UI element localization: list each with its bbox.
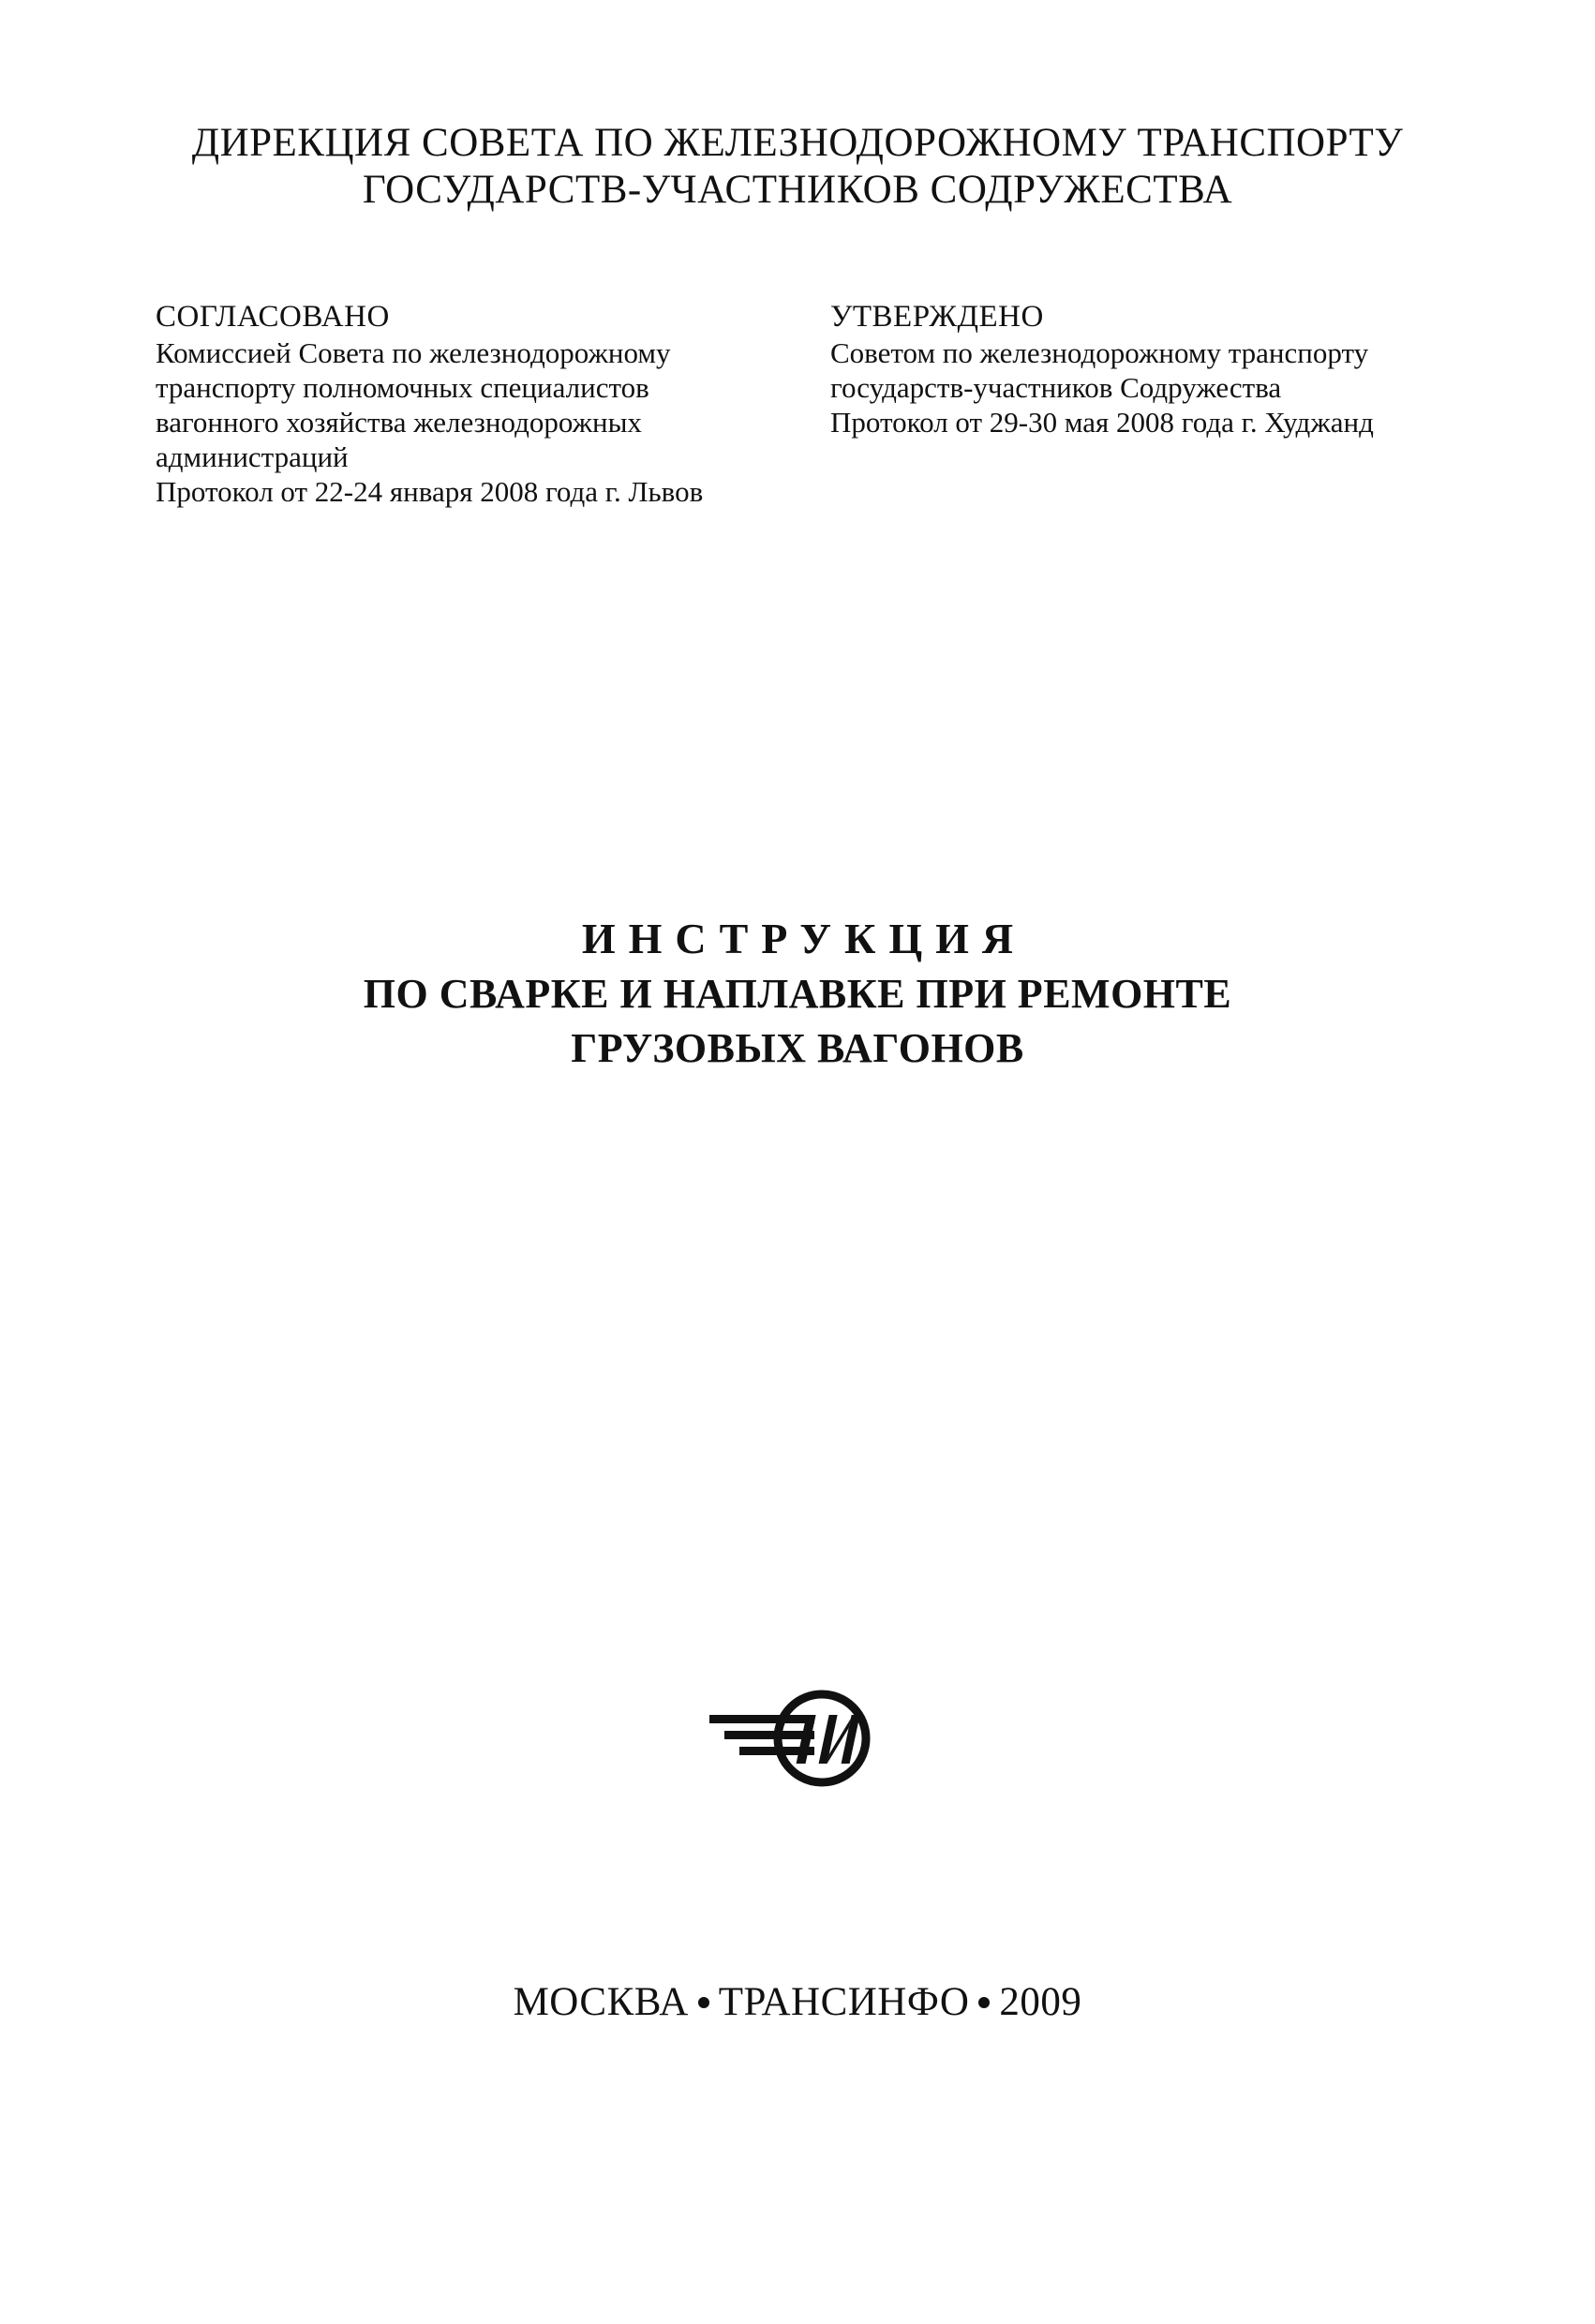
approved-protocol: Протокол от 29-30 мая 2008 года г. Худжанд: [830, 406, 1374, 439]
agreed-line: Комиссией Совета по железнодорожному: [156, 336, 671, 369]
imprint-publisher: ТРАНСИНФО: [718, 1980, 970, 2024]
approval-stamps: [156, 298, 1486, 523]
issuing-body-header: [0, 120, 1595, 214]
bullet-separator: [698, 1997, 709, 2008]
agreed-line: администраций: [156, 440, 349, 473]
bullet-separator: [978, 1997, 990, 2008]
title-line-3: ГРУЗОВЫХ ВАГОНОВ: [571, 1025, 1024, 1071]
agreed-line: транспорту полномочных специалистов: [156, 371, 649, 404]
title-line-2: ПО СВАРКЕ И НАПЛАВКЕ ПРИ РЕМОНТЕ: [363, 971, 1232, 1017]
approved-line: государств-участников Содружества: [830, 371, 1282, 404]
document-title: [0, 911, 1595, 1076]
header-line-1: ДИРЕКЦИЯ СОВЕТА ПО ЖЕЛЕЗНОДОРОЖНОМУ ТРАНСПОРТУ: [191, 121, 1404, 165]
agreed-protocol: Протокол от 22-24 января 2008 года г. Львов: [156, 475, 704, 508]
approved-title: УТВЕРЖДЕНО: [830, 300, 1044, 334]
approved-block: [830, 298, 1486, 439]
imprint-year: 2009: [999, 1980, 1082, 2024]
transinfo-logo-icon: [708, 1687, 886, 1790]
agreed-block: [156, 298, 812, 509]
publication-imprint: [0, 1979, 1595, 2026]
approved-line: Советом по железнодорожному транспорту: [830, 336, 1369, 369]
agreed-line: вагонного хозяйства железнодорожных: [156, 406, 642, 439]
header-line-2: ГОСУДАРСТВ-УЧАСТНИКОВ СОДРУЖЕСТВА: [362, 168, 1233, 212]
imprint-city: МОСКВА: [513, 1980, 689, 2024]
agreed-title: СОГЛАСОВАНО: [156, 300, 390, 334]
title-main: ИНСТРУКЦИЯ: [581, 915, 1027, 962]
